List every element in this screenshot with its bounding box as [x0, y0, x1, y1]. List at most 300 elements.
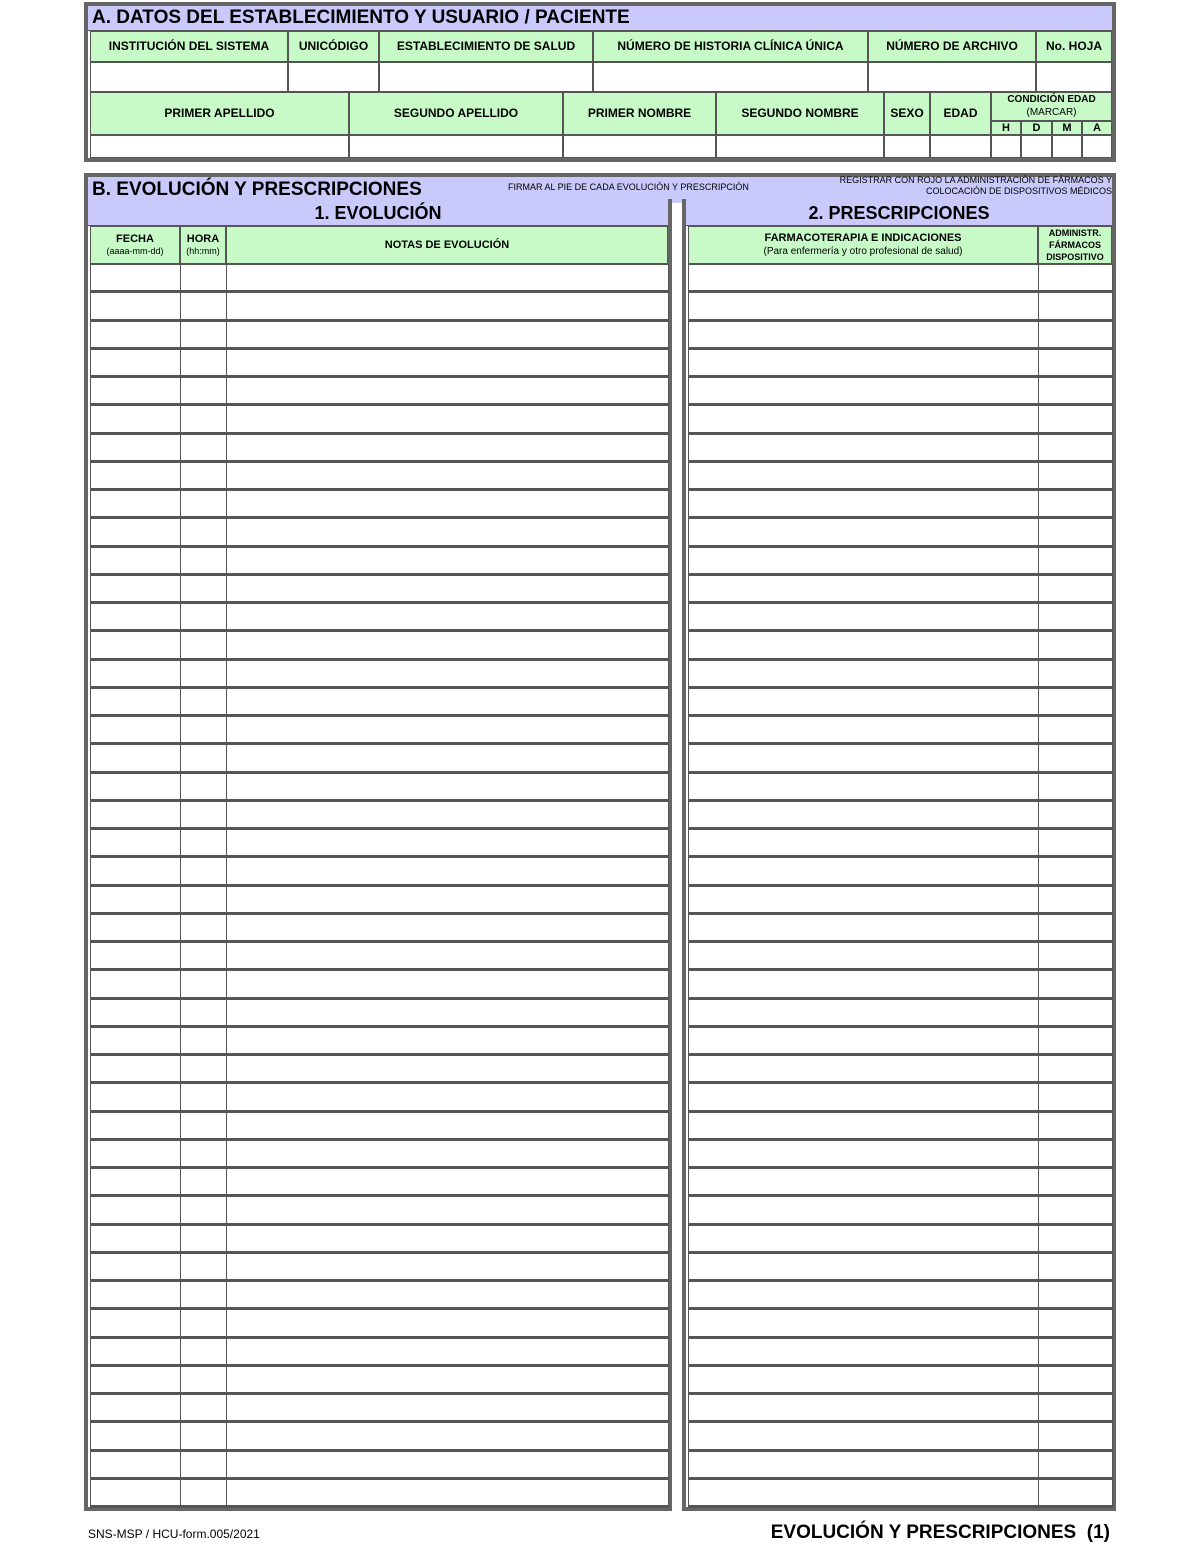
evolucion-cell-notas[interactable] — [227, 885, 669, 913]
prescripciones-cell-farmacoterapia[interactable] — [689, 348, 1039, 376]
prescripciones-frame — [682, 199, 1116, 1511]
evolucion-cell-hora[interactable] — [181, 829, 227, 857]
prescripciones-cell-farmacoterapia[interactable] — [689, 1252, 1039, 1280]
prescripciones-cell-administr[interactable] — [1039, 1055, 1113, 1083]
prescripciones-cell-farmacoterapia[interactable] — [689, 1026, 1039, 1054]
prescripciones-cell-farmacoterapia[interactable] — [689, 1055, 1039, 1083]
prescripciones-cell-farmacoterapia[interactable] — [689, 800, 1039, 828]
evolucion-cell-hora[interactable] — [181, 1394, 227, 1422]
prescripciones-cell-farmacoterapia[interactable] — [689, 687, 1039, 715]
evolucion-cell-notas[interactable] — [227, 461, 669, 489]
evolucion-cell-hora[interactable] — [181, 1083, 227, 1111]
evolucion-cell-notas[interactable] — [227, 377, 669, 405]
evolucion-cell-hora[interactable] — [181, 970, 227, 998]
evolucion-cell-fecha[interactable] — [91, 942, 181, 970]
evolucion-cell-fecha[interactable] — [91, 970, 181, 998]
evolucion-cell-fecha[interactable] — [91, 998, 181, 1026]
prescripciones-row — [689, 942, 1113, 970]
note-registrar-line2: COLOCACIÓN DE DISPOSITIVOS MÉDICOS — [925, 186, 1112, 196]
prescripciones-cell-farmacoterapia[interactable] — [689, 1422, 1039, 1450]
evolucion-cell-notas[interactable] — [227, 1252, 669, 1280]
evolucion-cell-fecha[interactable] — [91, 1055, 181, 1083]
evolucion-cell-notas[interactable] — [227, 716, 669, 744]
evolucion-cell-hora[interactable] — [181, 490, 227, 518]
input-primer-apellido[interactable] — [90, 135, 349, 158]
checkbox-condicion-h[interactable] — [991, 135, 1021, 158]
evolucion-cell-fecha[interactable] — [91, 405, 181, 433]
header-condicion-a: A — [1082, 121, 1112, 135]
evolucion-cell-notas[interactable] — [227, 659, 669, 687]
evolucion-cell-hora[interactable] — [181, 857, 227, 885]
evolucion-cell-fecha[interactable] — [91, 1337, 181, 1365]
prescripciones-row — [689, 716, 1113, 744]
evolucion-cell-fecha[interactable] — [91, 1139, 181, 1167]
evolucion-cell-fecha[interactable] — [91, 1450, 181, 1478]
prescripciones-row — [689, 1450, 1113, 1478]
prescripciones-cell-administr[interactable] — [1039, 970, 1113, 998]
evolucion-cell-hora[interactable] — [181, 687, 227, 715]
evolucion-cell-hora[interactable] — [181, 1139, 227, 1167]
prescripciones-cell-administr[interactable] — [1039, 1394, 1113, 1422]
prescripciones-cell-farmacoterapia[interactable] — [689, 265, 1039, 292]
evolucion-cell-hora[interactable] — [181, 1450, 227, 1478]
evolucion-cell-notas[interactable] — [227, 1309, 669, 1337]
prescripciones-cell-farmacoterapia[interactable] — [689, 998, 1039, 1026]
input-primer-nombre[interactable] — [563, 135, 716, 158]
prescripciones-cell-farmacoterapia[interactable] — [689, 744, 1039, 772]
evolucion-cell-notas[interactable] — [227, 348, 669, 376]
evolucion-cell-fecha[interactable] — [91, 659, 181, 687]
prescripciones-cell-farmacoterapia[interactable] — [689, 659, 1039, 687]
prescripciones-cell-farmacoterapia[interactable] — [689, 1196, 1039, 1224]
evolucion-cell-fecha[interactable] — [91, 1281, 181, 1309]
hora-label: HORA — [186, 233, 220, 245]
prescripciones-cell-administr[interactable] — [1039, 1111, 1113, 1139]
evolucion-cell-hora[interactable] — [181, 405, 227, 433]
section-a-frame — [84, 2, 1116, 162]
prescripciones-cell-farmacoterapia[interactable] — [689, 942, 1039, 970]
evolucion-cell-hora[interactable] — [181, 744, 227, 772]
prescripciones-row — [689, 292, 1113, 320]
evolucion-cell-fecha[interactable] — [91, 1111, 181, 1139]
prescripciones-cell-farmacoterapia[interactable] — [689, 857, 1039, 885]
prescripciones-row — [689, 800, 1113, 828]
evolucion-cell-fecha[interactable] — [91, 292, 181, 320]
evolucion-cell-fecha[interactable] — [91, 631, 181, 659]
prescripciones-cell-farmacoterapia[interactable] — [689, 1394, 1039, 1422]
evolucion-cell-notas[interactable] — [227, 1450, 669, 1478]
prescripciones-cell-farmacoterapia[interactable] — [689, 433, 1039, 461]
evolucion-cell-notas[interactable] — [227, 970, 669, 998]
prescripciones-row — [689, 320, 1113, 348]
input-establecimiento[interactable] — [379, 62, 593, 92]
prescripciones-cell-administr[interactable] — [1039, 998, 1113, 1026]
evolucion-cell-fecha[interactable] — [91, 800, 181, 828]
evolucion-cell-fecha[interactable] — [91, 1252, 181, 1280]
evolucion-row — [91, 405, 669, 433]
evolucion-cell-notas[interactable] — [227, 292, 669, 320]
evolucion-cell-fecha[interactable] — [91, 377, 181, 405]
evolucion-row — [91, 292, 669, 320]
evolucion-cell-notas[interactable] — [227, 687, 669, 715]
prescripciones-cell-farmacoterapia[interactable] — [689, 574, 1039, 602]
evolucion-cell-fecha[interactable] — [91, 1309, 181, 1337]
header-primer-nombre: PRIMER NOMBRE — [563, 92, 716, 135]
evolucion-cell-hora[interactable] — [181, 1478, 227, 1506]
input-unicodigo[interactable] — [288, 62, 379, 92]
prescripciones-row — [689, 772, 1113, 800]
prescripciones-cell-administr[interactable] — [1039, 1281, 1113, 1309]
condicion-edad-label: CONDICIÓN EDAD — [1007, 94, 1096, 105]
prescripciones-cell-administr[interactable] — [1039, 265, 1113, 292]
evolucion-cell-hora[interactable] — [181, 377, 227, 405]
evolucion-cell-notas[interactable] — [227, 1365, 669, 1393]
evolucion-cell-notas[interactable] — [227, 1196, 669, 1224]
checkbox-condicion-d[interactable] — [1021, 135, 1052, 158]
prescripciones-cell-administr[interactable] — [1039, 574, 1113, 602]
section-b-title: B. EVOLUCIÓN Y PRESCRIPCIONES — [92, 179, 422, 200]
evolucion-cell-notas[interactable] — [227, 265, 669, 292]
evolucion-cell-fecha[interactable] — [91, 716, 181, 744]
prescripciones-cell-administr[interactable] — [1039, 603, 1113, 631]
prescripciones-cell-farmacoterapia[interactable] — [689, 1111, 1039, 1139]
prescripciones-cell-farmacoterapia[interactable] — [689, 518, 1039, 546]
evolucion-cell-fecha[interactable] — [91, 1083, 181, 1111]
header-establecimiento: ESTABLECIMIENTO DE SALUD — [379, 31, 593, 62]
prescripciones-cell-farmacoterapia[interactable] — [689, 1365, 1039, 1393]
evolucion-cell-hora[interactable] — [181, 546, 227, 574]
prescripciones-row — [689, 1252, 1113, 1280]
prescripciones-cell-administr[interactable] — [1039, 1365, 1113, 1393]
input-numero-archivo[interactable] — [868, 62, 1036, 92]
prescripciones-cell-farmacoterapia[interactable] — [689, 546, 1039, 574]
evolucion-cell-hora[interactable] — [181, 913, 227, 941]
evolucion-cell-notas[interactable] — [227, 1168, 669, 1196]
evolucion-cell-fecha[interactable] — [91, 490, 181, 518]
evolucion-cell-hora[interactable] — [181, 292, 227, 320]
prescripciones-cell-farmacoterapia[interactable] — [689, 603, 1039, 631]
prescripciones-grid — [688, 264, 1113, 1508]
evolucion-cell-hora[interactable] — [181, 659, 227, 687]
evolucion-row — [91, 1337, 669, 1365]
prescripciones-cell-farmacoterapia[interactable] — [689, 490, 1039, 518]
prescripciones-cell-administr[interactable] — [1039, 800, 1113, 828]
input-segundo-nombre[interactable] — [716, 135, 884, 158]
prescripciones-cell-administr[interactable] — [1039, 1252, 1113, 1280]
header-historia-clinica: NÚMERO DE HISTORIA CLÍNICA ÚNICA — [593, 31, 868, 62]
prescripciones-cell-farmacoterapia[interactable] — [689, 716, 1039, 744]
evolucion-row — [91, 1083, 669, 1111]
prescripciones-cell-administr[interactable] — [1039, 490, 1113, 518]
evolucion-row — [91, 603, 669, 631]
prescripciones-cell-administr[interactable] — [1039, 348, 1113, 376]
evolucion-cell-hora[interactable] — [181, 320, 227, 348]
evolucion-cell-hora[interactable] — [181, 1365, 227, 1393]
input-segundo-apellido[interactable] — [349, 135, 563, 158]
prescripciones-cell-administr[interactable] — [1039, 716, 1113, 744]
prescripciones-cell-administr[interactable] — [1039, 405, 1113, 433]
prescripciones-cell-farmacoterapia[interactable] — [689, 1478, 1039, 1506]
prescripciones-row — [689, 1422, 1113, 1450]
prescripciones-row — [689, 687, 1113, 715]
evolucion-cell-notas[interactable] — [227, 998, 669, 1026]
evolucion-cell-hora[interactable] — [181, 1111, 227, 1139]
evolucion-cell-notas[interactable] — [227, 405, 669, 433]
prescripciones-cell-administr[interactable] — [1039, 1168, 1113, 1196]
evolucion-row — [91, 265, 669, 292]
evolucion-cell-hora[interactable] — [181, 433, 227, 461]
evolucion-cell-hora[interactable] — [181, 265, 227, 292]
prescripciones-cell-administr[interactable] — [1039, 1026, 1113, 1054]
evolucion-cell-hora[interactable] — [181, 1055, 227, 1083]
prescripciones-cell-administr[interactable] — [1039, 292, 1113, 320]
evolucion-cell-fecha[interactable] — [91, 829, 181, 857]
evolucion-cell-hora[interactable] — [181, 1422, 227, 1450]
evolucion-cell-fecha[interactable] — [91, 772, 181, 800]
prescripciones-cell-administr[interactable] — [1039, 772, 1113, 800]
evolucion-cell-fecha[interactable] — [91, 320, 181, 348]
evolucion-cell-fecha[interactable] — [91, 1224, 181, 1252]
evolucion-cell-notas[interactable] — [227, 1281, 669, 1309]
evolucion-cell-notas[interactable] — [227, 1055, 669, 1083]
prescripciones-row — [689, 659, 1113, 687]
prescripciones-cell-administr[interactable] — [1039, 377, 1113, 405]
prescripciones-cell-administr[interactable] — [1039, 320, 1113, 348]
prescripciones-cell-administr[interactable] — [1039, 546, 1113, 574]
prescripciones-row — [689, 1394, 1113, 1422]
evolucion-cell-hora[interactable] — [181, 603, 227, 631]
evolucion-cell-fecha[interactable] — [91, 574, 181, 602]
evolucion-row — [91, 1394, 669, 1422]
evolucion-cell-notas[interactable] — [227, 574, 669, 602]
evolucion-row — [91, 1422, 669, 1450]
prescripciones-cell-farmacoterapia[interactable] — [689, 405, 1039, 433]
prescripciones-cell-farmacoterapia[interactable] — [689, 1281, 1039, 1309]
evolucion-row — [91, 433, 669, 461]
prescripciones-cell-administr[interactable] — [1039, 885, 1113, 913]
prescripciones-cell-farmacoterapia[interactable] — [689, 1337, 1039, 1365]
evolucion-cell-hora[interactable] — [181, 1026, 227, 1054]
evolucion-cell-fecha[interactable] — [91, 265, 181, 292]
header-no-hoja: No. HOJA — [1036, 31, 1112, 62]
prescripciones-cell-farmacoterapia[interactable] — [689, 1450, 1039, 1478]
evolucion-cell-fecha[interactable] — [91, 913, 181, 941]
prescripciones-cell-administr[interactable] — [1039, 744, 1113, 772]
evolucion-cell-fecha[interactable] — [91, 1196, 181, 1224]
evolucion-row — [91, 631, 669, 659]
evolucion-row — [91, 1281, 669, 1309]
evolucion-cell-fecha[interactable] — [91, 433, 181, 461]
prescripciones-row — [689, 885, 1113, 913]
evolucion-cell-notas[interactable] — [227, 1139, 669, 1167]
evolucion-cell-hora[interactable] — [181, 1337, 227, 1365]
evolucion-cell-hora[interactable] — [181, 1224, 227, 1252]
evolucion-cell-hora[interactable] — [181, 574, 227, 602]
evolucion-cell-fecha[interactable] — [91, 885, 181, 913]
evolucion-cell-fecha[interactable] — [91, 1365, 181, 1393]
evolucion-row — [91, 1196, 669, 1224]
prescripciones-cell-farmacoterapia[interactable] — [689, 970, 1039, 998]
prescripciones-cell-administr[interactable] — [1039, 829, 1113, 857]
prescripciones-row — [689, 913, 1113, 941]
evolucion-cell-fecha[interactable] — [91, 518, 181, 546]
checkbox-condicion-a[interactable] — [1082, 135, 1112, 158]
prescripciones-cell-administr[interactable] — [1039, 659, 1113, 687]
prescripciones-row — [689, 970, 1113, 998]
prescripciones-cell-administr[interactable] — [1039, 1478, 1113, 1506]
evolucion-cell-fecha[interactable] — [91, 546, 181, 574]
evolucion-cell-notas[interactable] — [227, 1083, 669, 1111]
prescripciones-cell-administr[interactable] — [1039, 433, 1113, 461]
input-historia-clinica[interactable] — [593, 62, 868, 92]
header-condicion-h: H — [991, 121, 1021, 135]
evolucion-cell-hora[interactable] — [181, 772, 227, 800]
evolucion-grid — [90, 264, 669, 1508]
evolucion-cell-hora[interactable] — [181, 348, 227, 376]
evolucion-cell-notas[interactable] — [227, 1224, 669, 1252]
evolucion-cell-notas[interactable] — [227, 546, 669, 574]
prescripciones-cell-farmacoterapia[interactable] — [689, 1139, 1039, 1167]
evolucion-cell-notas[interactable] — [227, 433, 669, 461]
evolucion-cell-notas[interactable] — [227, 913, 669, 941]
evolucion-cell-fecha[interactable] — [91, 603, 181, 631]
evolucion-cell-hora[interactable] — [181, 631, 227, 659]
evolucion-cell-notas[interactable] — [227, 631, 669, 659]
evolucion-row — [91, 1026, 669, 1054]
evolucion-cell-notas[interactable] — [227, 772, 669, 800]
prescripciones-cell-administr[interactable] — [1039, 1337, 1113, 1365]
prescripciones-cell-administr[interactable] — [1039, 1450, 1113, 1478]
prescripciones-row — [689, 603, 1113, 631]
evolucion-cell-fecha[interactable] — [91, 1168, 181, 1196]
evolucion-cell-fecha[interactable] — [91, 348, 181, 376]
evolucion-cell-notas[interactable] — [227, 320, 669, 348]
header-segundo-apellido: SEGUNDO APELLIDO — [349, 92, 563, 135]
evolucion-cell-fecha[interactable] — [91, 857, 181, 885]
header-primer-apellido: PRIMER APELLIDO — [90, 92, 349, 135]
prescripciones-cell-farmacoterapia[interactable] — [689, 320, 1039, 348]
evolucion-cell-hora[interactable] — [181, 885, 227, 913]
evolucion-cell-notas[interactable] — [227, 857, 669, 885]
evolucion-cell-notas[interactable] — [227, 603, 669, 631]
input-sexo[interactable] — [884, 135, 930, 158]
evolucion-cell-notas[interactable] — [227, 800, 669, 828]
prescripciones-cell-farmacoterapia[interactable] — [689, 377, 1039, 405]
evolucion-cell-hora[interactable] — [181, 942, 227, 970]
prescripciones-cell-administr[interactable] — [1039, 942, 1113, 970]
evolucion-cell-notas[interactable] — [227, 490, 669, 518]
evolucion-cell-hora[interactable] — [181, 461, 227, 489]
prescripciones-cell-farmacoterapia[interactable] — [689, 913, 1039, 941]
evolucion-cell-hora[interactable] — [181, 1196, 227, 1224]
prescripciones-cell-farmacoterapia[interactable] — [689, 885, 1039, 913]
evolucion-cell-notas[interactable] — [227, 1111, 669, 1139]
prescripciones-cell-administr[interactable] — [1039, 631, 1113, 659]
evolucion-row — [91, 744, 669, 772]
evolucion-cell-fecha[interactable] — [91, 1394, 181, 1422]
admin-line3: DISPOSITIVO — [1046, 252, 1104, 262]
evolucion-row — [91, 1309, 669, 1337]
prescripciones-cell-administr[interactable] — [1039, 1224, 1113, 1252]
prescripciones-cell-farmacoterapia[interactable] — [689, 1168, 1039, 1196]
prescripciones-row — [689, 574, 1113, 602]
prescripciones-cell-farmacoterapia[interactable] — [689, 772, 1039, 800]
prescripciones-cell-farmacoterapia[interactable] — [689, 631, 1039, 659]
prescripciones-cell-farmacoterapia[interactable] — [689, 829, 1039, 857]
input-edad[interactable] — [930, 135, 991, 158]
evolucion-cell-fecha[interactable] — [91, 1422, 181, 1450]
evolucion-cell-fecha[interactable] — [91, 1478, 181, 1506]
header-notas-evolucion: NOTAS DE EVOLUCIÓN — [226, 226, 668, 264]
checkbox-condicion-m[interactable] — [1052, 135, 1082, 158]
evolucion-cell-fecha[interactable] — [91, 461, 181, 489]
evolucion-cell-notas[interactable] — [227, 518, 669, 546]
prescripciones-cell-farmacoterapia[interactable] — [689, 292, 1039, 320]
evolucion-cell-notas[interactable] — [227, 1422, 669, 1450]
evolucion-cell-hora[interactable] — [181, 518, 227, 546]
prescripciones-cell-administr[interactable] — [1039, 1422, 1113, 1450]
prescripciones-cell-farmacoterapia[interactable] — [689, 461, 1039, 489]
prescripciones-cell-administr[interactable] — [1039, 1196, 1113, 1224]
evolucion-frame — [84, 199, 672, 1511]
evolucion-row — [91, 998, 669, 1026]
prescripciones-cell-farmacoterapia[interactable] — [689, 1224, 1039, 1252]
evolucion-cell-hora[interactable] — [181, 1252, 227, 1280]
evolucion-cell-notas[interactable] — [227, 1478, 669, 1506]
prescripciones-cell-farmacoterapia[interactable] — [689, 1309, 1039, 1337]
evolucion-cell-notas[interactable] — [227, 942, 669, 970]
evolucion-row — [91, 377, 669, 405]
evolucion-cell-notas[interactable] — [227, 1026, 669, 1054]
admin-line1: ADMINISTR. — [1048, 228, 1102, 238]
evolucion-cell-notas[interactable] — [227, 1394, 669, 1422]
input-no-hoja[interactable] — [1036, 62, 1112, 92]
evolucion-cell-notas[interactable] — [227, 744, 669, 772]
evolucion-row — [91, 970, 669, 998]
prescripciones-cell-administr[interactable] — [1039, 857, 1113, 885]
prescripciones-cell-administr[interactable] — [1039, 1083, 1113, 1111]
evolucion-cell-hora[interactable] — [181, 716, 227, 744]
evolucion-cell-notas[interactable] — [227, 829, 669, 857]
prescripciones-cell-administr[interactable] — [1039, 1309, 1113, 1337]
prescripciones-row — [689, 1365, 1113, 1393]
evolucion-cell-hora[interactable] — [181, 800, 227, 828]
evolucion-cell-notas[interactable] — [227, 1337, 669, 1365]
prescripciones-cell-administr[interactable] — [1039, 518, 1113, 546]
evolucion-cell-fecha[interactable] — [91, 744, 181, 772]
prescripciones-cell-administr[interactable] — [1039, 1139, 1113, 1167]
prescripciones-cell-farmacoterapia[interactable] — [689, 1083, 1039, 1111]
prescripciones-cell-administr[interactable] — [1039, 913, 1113, 941]
evolucion-row — [91, 716, 669, 744]
evolucion-cell-hora[interactable] — [181, 1168, 227, 1196]
prescripciones-cell-administr[interactable] — [1039, 687, 1113, 715]
header-condicion-m: M — [1052, 121, 1082, 135]
prescripciones-row — [689, 377, 1113, 405]
evolucion-cell-fecha[interactable] — [91, 1026, 181, 1054]
evolucion-cell-fecha[interactable] — [91, 687, 181, 715]
evolucion-cell-hora[interactable] — [181, 998, 227, 1026]
prescripciones-row — [689, 546, 1113, 574]
prescripciones-cell-administr[interactable] — [1039, 461, 1113, 489]
prescripciones-row — [689, 1337, 1113, 1365]
evolucion-title: 1. EVOLUCIÓN — [88, 202, 668, 226]
condicion-edad-marcar: (MARCAR) — [1026, 107, 1077, 118]
note-registrar-line1: REGISTRAR CON ROJO LA ADMINISTRACIÓN DE FÁRMACOS Y — [839, 175, 1112, 185]
input-institucion[interactable] — [90, 62, 288, 92]
evolucion-cell-hora[interactable] — [181, 1309, 227, 1337]
evolucion-cell-hora[interactable] — [181, 1281, 227, 1309]
